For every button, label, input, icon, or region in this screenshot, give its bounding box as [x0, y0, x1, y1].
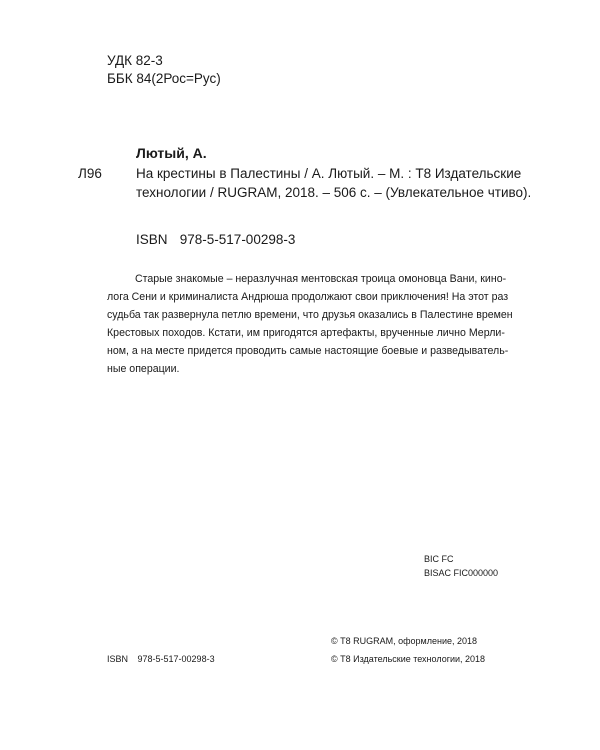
copyright-publisher: © Т8 Издательские технологии, 2018 — [331, 654, 486, 664]
bbk-code: ББК 84(2Рос=Рус) — [107, 71, 221, 86]
annotation-line: ные операции. — [107, 363, 180, 375]
isbn-footer — [107, 655, 215, 664]
annotation-line: Старые знакомые – неразлучная ментовская троица омоновца Вани, кино- — [135, 273, 507, 285]
isbn-footer-label: ISBN — [107, 654, 129, 664]
annotation-line: судьба так развернула петлю времени, что друзья оказались в Палестине времен — [107, 309, 513, 321]
isbn-main — [136, 233, 295, 247]
bisac-code: BISAC FIC000000 — [424, 568, 499, 578]
annotation-line: лога Сени и криминалиста Андрюша продолжают свои приключения! На этот раз — [107, 291, 509, 303]
isbn-label: ISBN — [136, 232, 168, 247]
annotation-line: ном, а на месте придется проводить самые настоящие боевые и разведыватель- — [107, 345, 509, 357]
author-mark: Л96 — [78, 166, 102, 181]
author-name: Лютый, А. — [136, 145, 207, 161]
annotation — [107, 270, 513, 378]
isbn-value: 978-5-517-00298-3 — [179, 232, 296, 247]
udk-code: УДК 82-3 — [107, 53, 163, 68]
annotation-line: Крестовых походов. Кстати, им пригодятся артефакты, врученные лично Мерли- — [107, 327, 505, 339]
bic-code: BIC FC — [424, 554, 454, 564]
isbn-footer-value: 978-5-517-00298-3 — [137, 654, 215, 664]
bibliographic-line-1: На крестины в Палестины / А. Лютый. – М. : Т8 Издательские — [136, 166, 522, 181]
bibliographic-line-2: технологии / RUGRAM, 2018. – 506 с. – (Увлекательное чтиво). — [136, 185, 532, 200]
copyright-design: © Т8 RUGRAM, оформление, 2018 — [331, 636, 478, 646]
